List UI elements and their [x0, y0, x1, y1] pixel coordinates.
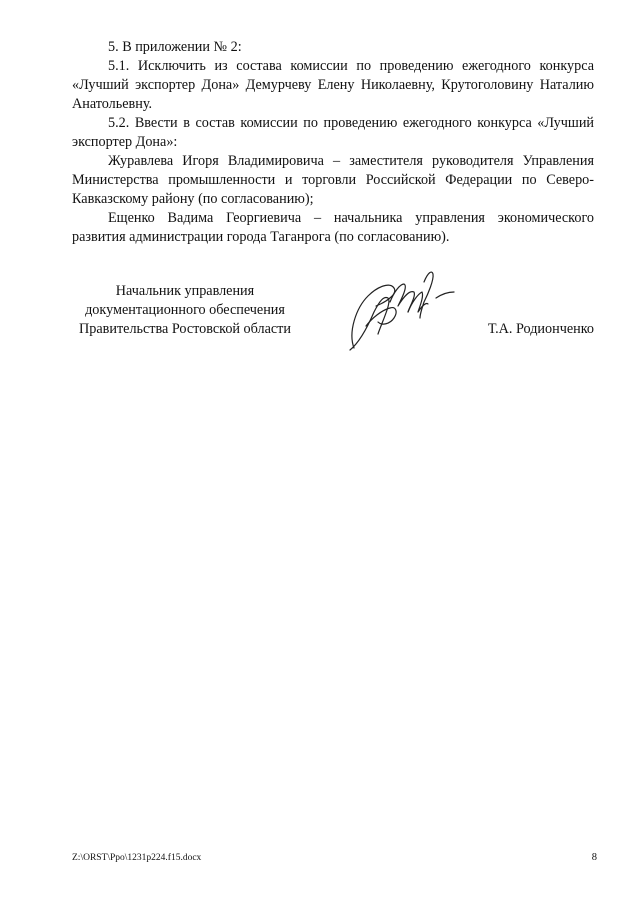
- paragraph-5-1: 5.1. Исключить из состава комиссии по проведению ежегодного конкурса «Лучший экспортер Дона» Демурчеву Елену Николаевну, Крутоголовину Наталию Анатольевну.: [72, 58, 594, 112]
- signatory-position: [62, 282, 308, 339]
- page-number: 8: [591, 852, 597, 863]
- footer-file-path: Z:\ORST\Ppo\1231p224.f15.docx: [72, 853, 202, 863]
- signatory-position-line: Начальник управления: [115, 283, 255, 299]
- paragraph-appendix-heading: 5. В приложении № 2:: [108, 39, 242, 55]
- signatory-name: Т.А. Родионченко: [487, 321, 594, 337]
- paragraph-member-zhuravlev: Журавлева Игоря Владимировича – заместителя руководителя Управления Министерства промышленности и торговли Российской Федерации по Северо-Кавказскому району (по согласованию);: [72, 153, 594, 207]
- document-body: [72, 38, 594, 247]
- paragraph-member-eshchenko: Ещенко Вадима Георгиевича – начальника управления экономического развития администрации города Таганрога (по согласованию).: [72, 210, 594, 245]
- handwritten-signature: [338, 262, 458, 358]
- paragraph-5-2: 5.2. Ввести в состав комиссии по проведению ежегодного конкурса «Лучший экспортер Дона»:: [72, 115, 594, 150]
- signatory-position-line: Правительства Ростовской области: [79, 321, 291, 337]
- signatory-position-line: документационного обеспечения: [85, 302, 285, 318]
